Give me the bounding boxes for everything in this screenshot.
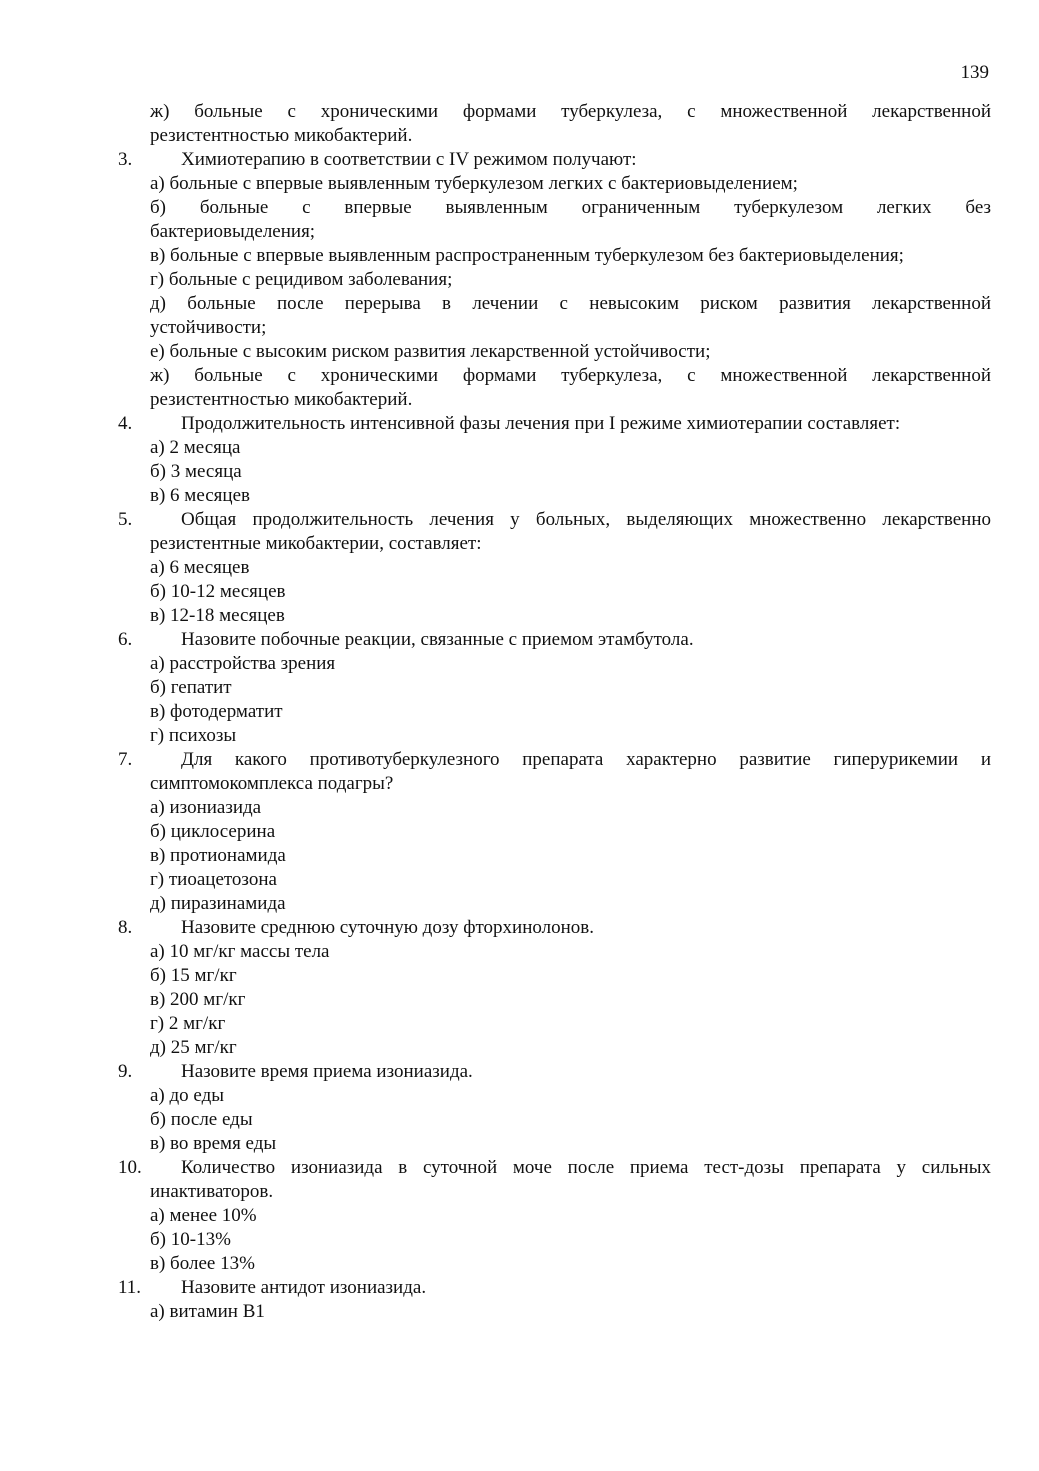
answer-line: в) во время еды [150, 1133, 277, 1154]
page-number: 139 [960, 62, 989, 83]
question-line [118, 412, 991, 436]
answer-line: в) фотодерматит [150, 701, 283, 722]
answer-line: а) изониазида [150, 797, 262, 818]
answer-line: б) 10-13% [150, 1229, 231, 1250]
answer-line: д) пиразинамида [150, 893, 286, 914]
answer-line: ж) больные с хроническими формами туберкулеза, с множественной лекарственной [150, 365, 991, 386]
answer-line: г) психозы [150, 725, 237, 746]
question-line [118, 916, 991, 940]
answer-line: в) 6 месяцев [150, 485, 250, 506]
answer-line: б) 10-12 месяцев [150, 581, 286, 602]
question-text: Назовите среднюю суточную дозу фторхинолонов. [181, 917, 595, 938]
question-number: 6. [118, 629, 133, 650]
answer-line: в) 200 мг/кг [150, 989, 246, 1010]
answer-line: г) больные с рецидивом заболевания; [150, 269, 453, 290]
answer-line: е) больные с высоким риском развития лекарственной устойчивости; [150, 341, 711, 362]
answer-line: в) больные с впервые выявленным распространенным туберкулезом без бактериовыделения; [150, 245, 904, 266]
answer-line: а) 2 месяца [150, 437, 241, 458]
question-text: Количество изониазида в суточной моче после приема тест-дозы препарата у сильных [181, 1157, 991, 1178]
question-text: Назовите побочные реакции, связанные с приемом этамбутола. [181, 629, 694, 650]
question-line [118, 1156, 991, 1180]
answer-line: резистентностью микобактерий. [150, 389, 413, 410]
answer-line: резистентностью микобактерий. [150, 125, 413, 146]
answer-line: б) 3 месяца [150, 461, 242, 482]
question-line [118, 148, 991, 172]
question-text: Химиотерапию в соответствии с IV режимом получают: [181, 149, 637, 170]
answer-line: симптомокомплекса подагры? [150, 773, 394, 794]
question-line [118, 1060, 991, 1084]
answer-line: бактериовыделения; [150, 221, 316, 242]
question-text: Назовите время приема изониазида. [181, 1061, 473, 1082]
answer-line: ж) больные с хроническими формами туберкулеза, с множественной лекарственной [150, 101, 991, 122]
question-line [118, 748, 991, 772]
question-number: 11. [118, 1277, 142, 1298]
answer-line: д) больные после перерыва в лечении с невысоким риском развития лекарственной [150, 293, 991, 314]
question-text: Назовите антидот изониазида. [181, 1277, 427, 1298]
answer-line: г) 2 мг/кг [150, 1013, 226, 1034]
answer-line: в) протионамида [150, 845, 286, 866]
answer-line: устойчивости; [150, 317, 267, 338]
question-number: 4. [118, 413, 133, 434]
question-number: 8. [118, 917, 133, 938]
question-number: 10. [118, 1157, 142, 1178]
question-line [118, 628, 991, 652]
answer-line: а) расстройства зрения [150, 653, 336, 674]
answer-line: резистентные микобактерии, составляет: [150, 533, 482, 554]
question-line [118, 508, 991, 532]
answer-line: б) больные с впервые выявленным ограниченным туберкулезом легких без [150, 197, 991, 218]
question-number: 5. [118, 509, 133, 530]
answer-line: а) 6 месяцев [150, 557, 250, 578]
answer-line: а) больные с впервые выявленным туберкулезом легких с бактериовыделением; [150, 173, 798, 194]
answer-line: в) более 13% [150, 1253, 255, 1274]
question-text: Общая продолжительность лечения у больных, выделяющих множественно лекарственно [181, 509, 991, 530]
answer-line: б) гепатит [150, 677, 232, 698]
answer-line: а) до еды [150, 1085, 225, 1106]
question-text: Продолжительность интенсивной фазы лечения при I режиме химиотерапии составляет: [181, 413, 901, 434]
question-number: 7. [118, 749, 133, 770]
answer-line: б) после еды [150, 1109, 253, 1130]
question-text: Для какого противотуберкулезного препарата характерно развитие гиперурикемии и [181, 749, 991, 770]
answer-line: г) тиоацетозона [150, 869, 277, 890]
question-number: 3. [118, 149, 133, 170]
answer-line: б) циклосерина [150, 821, 276, 842]
document-body [118, 100, 991, 1324]
answer-line: а) витамин В1 [150, 1301, 265, 1322]
answer-line: б) 15 мг/кг [150, 965, 237, 986]
answer-line: в) 12-18 месяцев [150, 605, 285, 626]
answer-line: а) 10 мг/кг массы тела [150, 941, 330, 962]
answer-line: а) менее 10% [150, 1205, 257, 1226]
answer-line: инактиваторов. [150, 1181, 274, 1202]
answer-line: д) 25 мг/кг [150, 1037, 237, 1058]
question-line [118, 1276, 991, 1300]
question-number: 9. [118, 1061, 133, 1082]
